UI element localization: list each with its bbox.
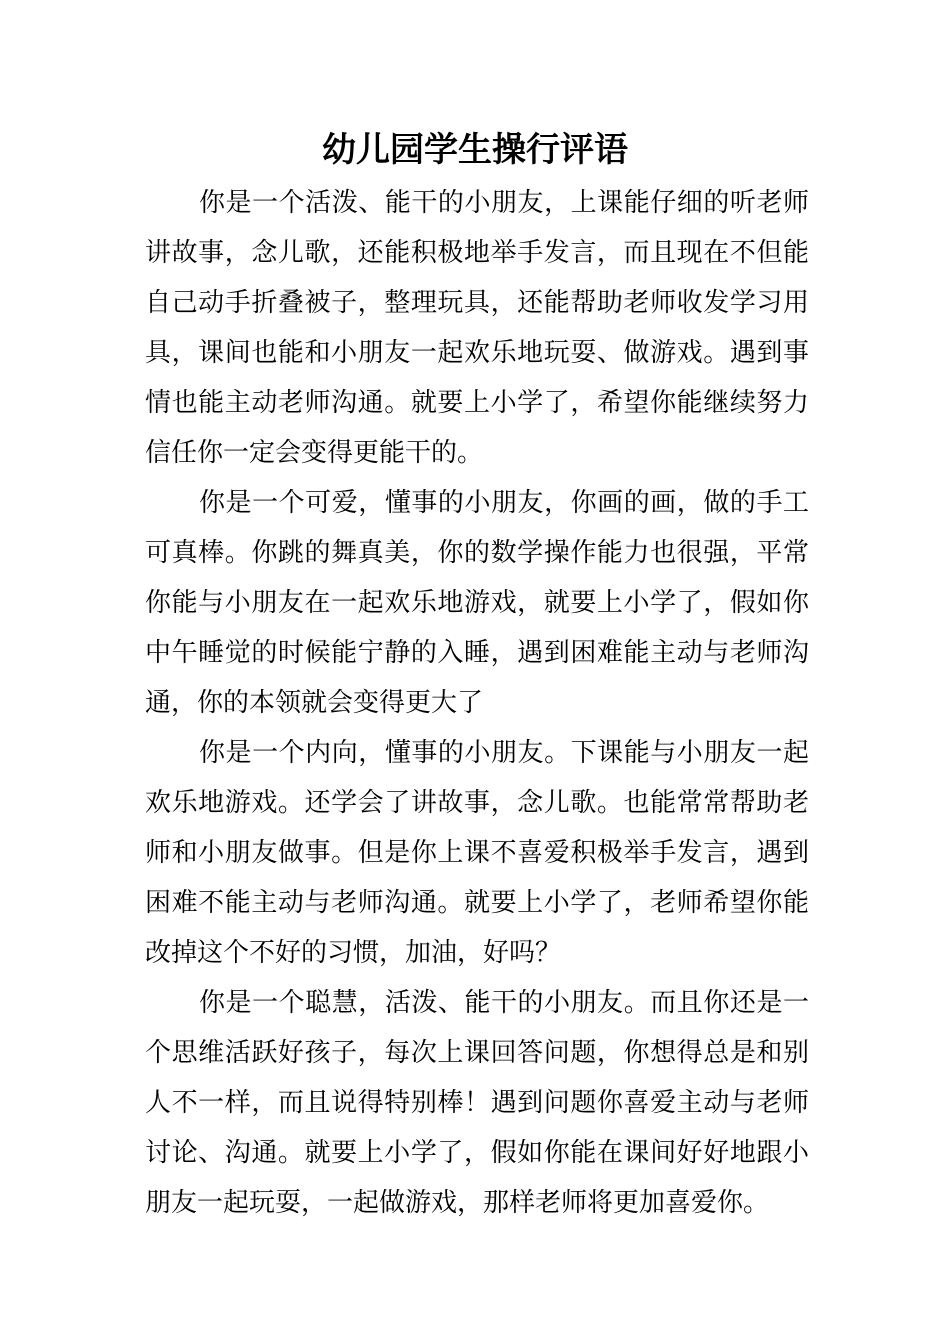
paragraph-4: 你是一个聪慧，活泼、能干的小朋友。而且你还是一个思维活跃好孩子，每次上课回答问题，你想得总是和别人不一样，而且说得特别棒！遇到问题你喜爱主动与老师讨论、沟通。就要上小学了，假如你能在课间好好地跟小朋友一起玩耍，一起做游戏，那样老师将更加喜爱你。 xyxy=(145,988,809,1218)
document-title: 幼儿园学生操行评语 xyxy=(322,130,628,170)
paragraph-2: 你是一个可爱，懂事的小朋友，你画的画，做的手工可真棒。你跳的舞真美，你的数学操作能力也很强，平常你能与小朋友在一起欢乐地游戏，就要上小学了，假如你中午睡觉的时候能宁静的入睡，遇到困难能主动与老师沟通，你的本领就会变得更大了 xyxy=(145,488,809,718)
paragraph-1: 你是一个活泼、能干的小朋友，上课能仔细的听老师讲故事，念儿歌，还能积极地举手发言，而且现在不但能自己动手折叠被子，整理玩具，还能帮助老师收发学习用具，课间也能和小朋友一起欢乐地玩耍、做游戏。遇到事情也能主动老师沟通。就要上小学了，希望你能继续努力信任你一定会变得更能干的。 xyxy=(145,188,809,468)
paragraph-3: 你是一个内向，懂事的小朋友。下课能与小朋友一起欢乐地游戏。还学会了讲故事，念儿歌。也能常常帮助老师和小朋友做事。但是你上课不喜爱积极举手发言，遇到困难不能主动与老师沟通。就要上小学了，老师希望你能改掉这个不好的习惯，加油，好吗？ xyxy=(145,738,809,968)
document-body xyxy=(145,178,809,1228)
